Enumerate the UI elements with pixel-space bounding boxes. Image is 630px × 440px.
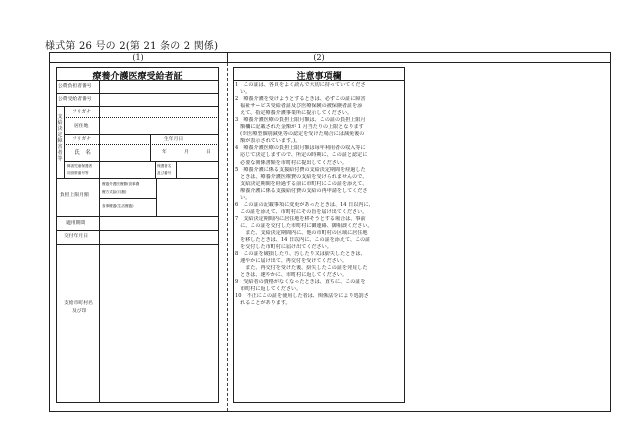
form-number-header: 様式第 26 号の 2(第 21 条の 2 関係) <box>45 41 219 52</box>
row-divider <box>56 216 219 217</box>
limit-medical-label: 療養介護医療費(食事費 <box>102 182 140 186</box>
note-line: 3 療養介護医療の負担上限月額は、この証の負担上限月 <box>235 117 366 124</box>
note-line: また、再交付を受けた後、紛失したこの証を発見した <box>235 265 368 272</box>
row-divider <box>64 144 219 145</box>
row-divider <box>64 134 219 135</box>
day-label: 日 <box>206 150 211 155</box>
birth-date-label: 生年月日 <box>164 137 184 142</box>
note-line: 2 療養介護を受けようとするときは、必ずこの証に障害 <box>235 96 366 103</box>
row-divider <box>56 93 219 94</box>
side-label: 支 給 決 定 障 害 者 等 <box>57 114 63 162</box>
note-line: に、この証を交付した市町村に御連絡、御相談ください。 <box>235 222 373 229</box>
year-label: 年 <box>162 150 167 155</box>
birth-date-divider <box>150 134 151 161</box>
family-number-label: 同世帯番号等 <box>67 171 89 175</box>
note-line: 市町村に返してください。 <box>235 286 302 293</box>
notes-text <box>235 82 403 308</box>
furigana-label-2: フリガナ <box>72 137 91 142</box>
note-line: 8 この証を破損したり、汚したり又は紛失したときは、 <box>235 251 366 258</box>
payer-number-label: 公費負担者番号 <box>58 84 92 89</box>
city-label: 支給市町村名 <box>64 301 93 306</box>
row-divider <box>56 244 219 245</box>
column-2-number: (2) <box>313 53 325 62</box>
note-line: ときは、療養介護医療費の支給を受けられませんので、 <box>235 173 368 180</box>
note-line: 療養介護に係る支援給付費の支給の再申請をしてくださ <box>235 187 368 194</box>
note-line: 福祉サービス受給者証及び医療保険の被保険者証を添 <box>235 103 363 110</box>
note-line: 1 この証は、各頁をよく読んで大切に持っていてくださ <box>235 82 366 88</box>
note-line: えて、指定療養介護事業所に提示してください。 <box>235 110 353 117</box>
note-line: い。 <box>235 194 251 201</box>
note-line: 応じて決定しますので、所定の時期に、この証と認定に <box>235 152 368 159</box>
row-divider <box>56 178 219 179</box>
row-divider <box>56 230 219 231</box>
row-divider <box>64 161 219 162</box>
month-label: 月 <box>184 150 189 155</box>
name-label: 氏 名 <box>74 150 91 156</box>
period-label: 適用期間 <box>66 221 86 226</box>
note-line: ときは、速やかに、市町村に返してください。 <box>235 272 348 279</box>
note-line: (※医療型個別減免等の認定を受けた場合には減免後の <box>235 131 365 138</box>
issue-date-label: 交付年月日 <box>64 234 88 239</box>
row-divider <box>99 198 156 199</box>
guardian-number-label: 及び番号 <box>157 171 172 175</box>
guardian-name-label: 保護者名 <box>157 164 172 168</box>
column-header-divider <box>227 52 228 63</box>
child-name-label: 障害児童保護者 <box>67 164 93 168</box>
notes-title: 注意事項欄 <box>296 72 342 82</box>
label-divider <box>99 178 100 216</box>
note-line: 支給決定期間を経過する前に市町村にこの証を添えて、 <box>235 180 368 187</box>
note-line: 7 支給決定期間内に居住地を移そうとする場合は、事前 <box>235 215 366 222</box>
guardian-divider <box>176 161 177 178</box>
row-divider <box>56 106 219 107</box>
city-seal-label: 及び印 <box>72 309 87 314</box>
note-line: 額が表示されています。)。 <box>235 138 301 145</box>
limit-divider <box>156 178 157 216</box>
furigana-label: フリガナ <box>72 110 91 115</box>
note-line: れることがあります。 <box>235 300 291 307</box>
row-divider <box>56 80 219 81</box>
recipient-number-label: 公費受給者番号 <box>58 97 92 102</box>
limit-label: 負担上限月額 <box>60 193 89 198</box>
note-line: い。 <box>235 89 251 96</box>
column-1-number: (1) <box>132 53 144 62</box>
note-line: を移したときは、14 日以内に、この証を添えて、この証 <box>235 237 371 244</box>
fold-line <box>227 63 228 411</box>
note-line: を交付した市町村に届け出てください。 <box>235 244 332 251</box>
note-line: 9 受給者の資格がなくなったときは、直ちに、この証を <box>235 279 366 286</box>
note-line: この証を添えて、市町村にその旨を届け出てください。 <box>235 208 368 215</box>
note-line: また、支給決定期間内に、他の市町村の区域に居住地 <box>235 229 368 236</box>
notes-title-divider <box>233 80 405 81</box>
note-line: 速やかに届け出て、再交付を受けてください。 <box>235 258 347 265</box>
note-line: 10 不正にこの証を使用した者は、関係法令により処罰さ <box>235 293 369 300</box>
note-line: 額欄に記載された金額が 1 月当たりの上限となります <box>235 124 364 131</box>
note-line: 6 この証の記載事項に変更があったときは、14 日以内に、 <box>235 201 374 208</box>
limit-medical-sub-label: 療方式給(月額) <box>102 190 127 194</box>
row-divider <box>64 117 219 118</box>
guardian-divider <box>155 161 156 178</box>
certificate-title: 療養介護医療受給者証 <box>92 72 183 82</box>
limit-meal-label: 食事療養(生活療養) <box>102 204 134 208</box>
frame-header-divider <box>49 62 611 63</box>
note-line: 4 療養介護医療の負担上限月額は毎年利用者の収入等に <box>235 145 366 152</box>
note-line: 必要な関係書類を市町村に提出してください。 <box>235 159 348 166</box>
address-label: 居住地 <box>74 124 89 129</box>
note-line: 5 療養介護に係る支援給付費の支給決定期間を経過した <box>235 166 366 173</box>
